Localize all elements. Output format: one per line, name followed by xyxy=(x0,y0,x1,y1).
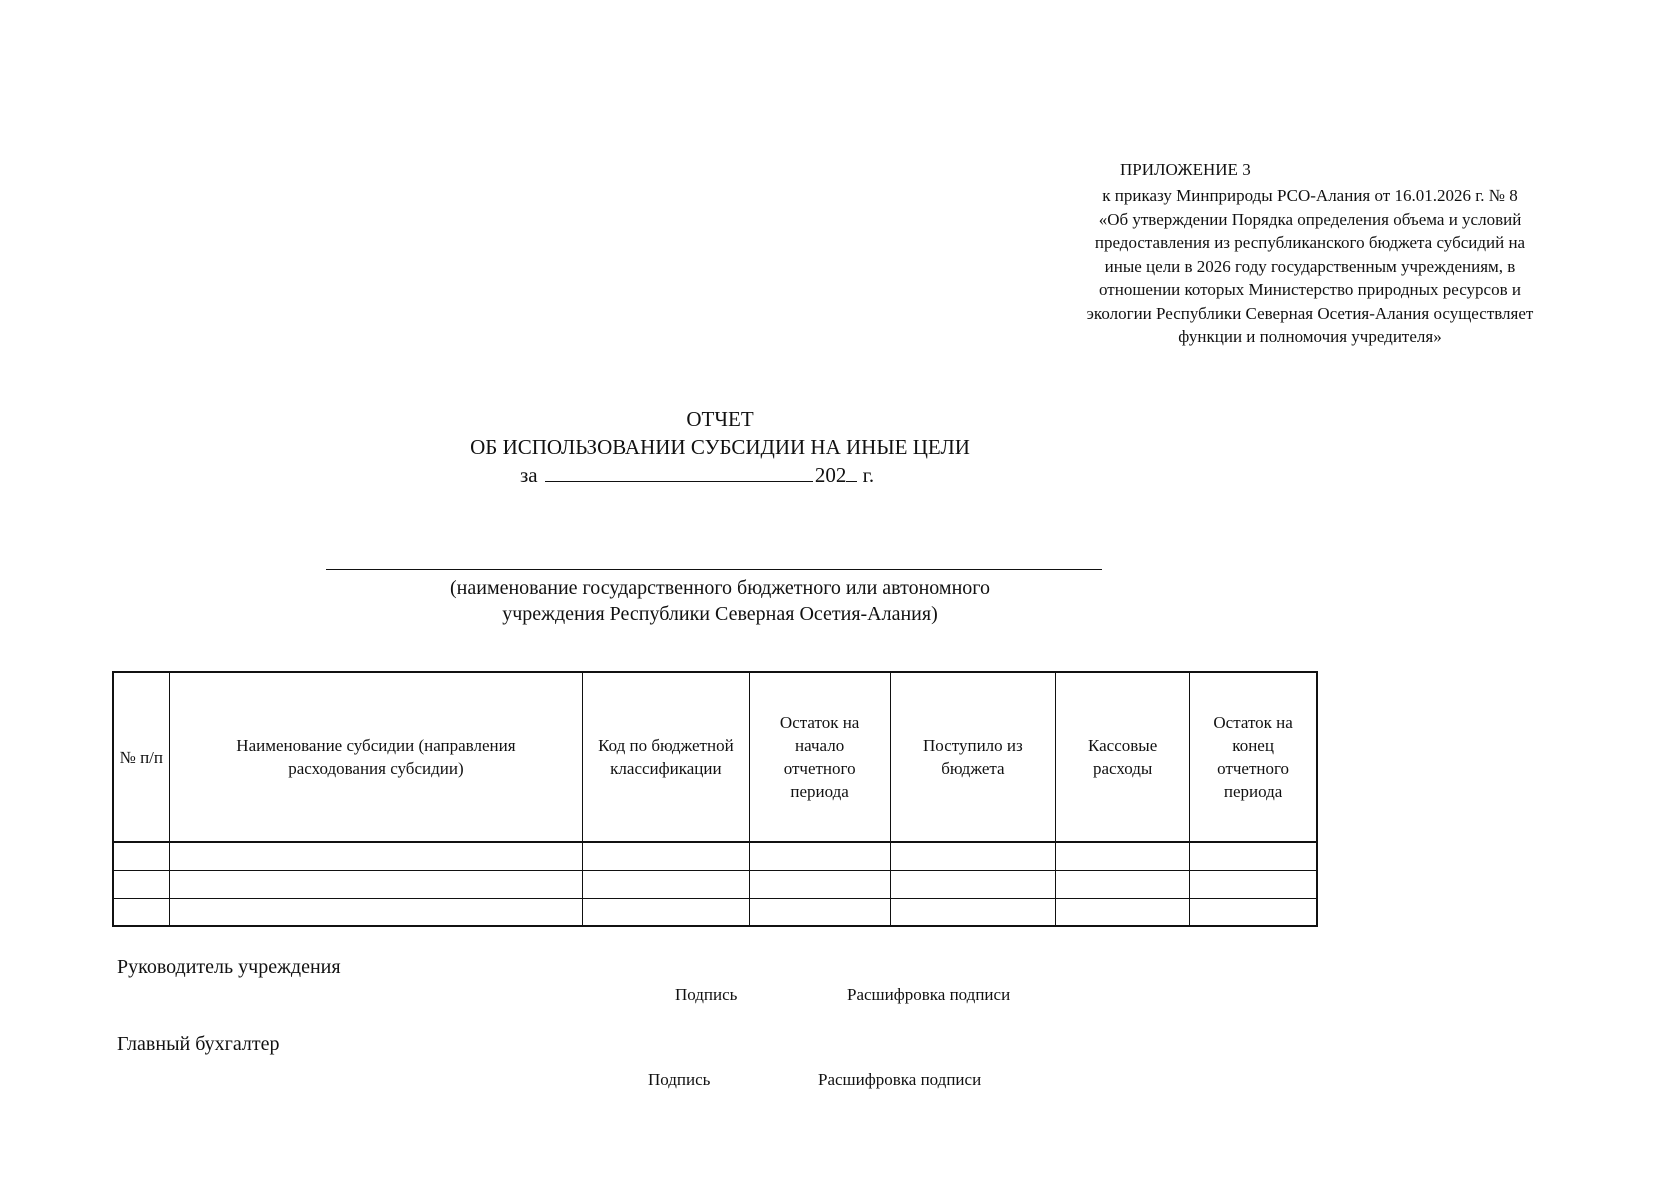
table-cell[interactable] xyxy=(1190,842,1317,870)
head-signature-label: Подпись xyxy=(675,985,738,1004)
appendix-line: к приказу Минприроды РСО-Алания от 16.01.2026 г. № 8 xyxy=(1102,186,1518,205)
institution-caption-line: (наименование государственного бюджетного или автономного xyxy=(450,577,990,599)
table-cell[interactable] xyxy=(169,842,583,870)
table-header-row xyxy=(113,672,1317,842)
appendix-line: отношении которых Министерство природных ресурсов и xyxy=(1099,280,1521,299)
period-suffix: г. xyxy=(862,463,875,487)
table-cell[interactable] xyxy=(583,898,749,926)
table-cell[interactable] xyxy=(890,842,1055,870)
appendix-line: «Об утверждении Порядка определения объема и условий xyxy=(1098,209,1522,229)
head-of-institution-label: Руководитель учреждения xyxy=(117,956,341,978)
subsidy-report-table xyxy=(112,671,1318,927)
table-row xyxy=(113,898,1317,926)
column-header-budget-code: Код по бюджетной классификации xyxy=(583,672,749,842)
accountant-signature-label: Подпись xyxy=(648,1070,711,1089)
period-year: 202 xyxy=(814,463,847,487)
table-cell[interactable] xyxy=(583,842,749,870)
column-header-number: № п/п xyxy=(113,672,169,842)
appendix-title: ПРИЛОЖЕНИЕ 3 xyxy=(1120,160,1251,179)
table-cell[interactable] xyxy=(749,842,890,870)
table-cell[interactable] xyxy=(113,898,169,926)
period-year-blank[interactable] xyxy=(846,463,857,482)
column-header-received: Поступило из бюджета xyxy=(890,672,1055,842)
table-cell[interactable] xyxy=(1056,870,1190,898)
period-blank-line[interactable] xyxy=(545,463,813,482)
report-subtitle: ОБ ИСПОЛЬЗОВАНИИ СУБСИДИИ НА ИНЫЕ ЦЕЛИ xyxy=(470,435,970,459)
chief-accountant-label: Главный бухгалтер xyxy=(117,1033,280,1055)
column-header-closing-balance: Остаток на конец отчетного периода xyxy=(1190,672,1317,842)
table-cell[interactable] xyxy=(1056,898,1190,926)
table-cell[interactable] xyxy=(169,870,583,898)
table-cell[interactable] xyxy=(749,870,890,898)
table-cell[interactable] xyxy=(113,842,169,870)
appendix-line: иные цели в 2026 году государственным учреждениям, в xyxy=(1104,256,1516,276)
head-signature-decoding-label: Расшифровка подписи xyxy=(847,985,1011,1004)
institution-caption xyxy=(340,575,1100,627)
table-cell[interactable] xyxy=(169,898,583,926)
column-header-cash-expenses: Кассовые расходы xyxy=(1056,672,1190,842)
period-prefix: за xyxy=(520,463,538,487)
accountant-signature-decoding-label: Расшифровка подписи xyxy=(818,1070,982,1089)
appendix-line: экологии Республики Северная Осетия-Алания осуществляет xyxy=(1086,303,1534,323)
institution-caption-line: учреждения Республики Северная Осетия-Алания) xyxy=(502,603,938,625)
appendix-line: функции и полномочия учредителя» xyxy=(1178,327,1442,346)
report-period xyxy=(520,463,940,488)
table-cell[interactable] xyxy=(1056,842,1190,870)
table-row xyxy=(113,870,1317,898)
table-cell[interactable] xyxy=(890,898,1055,926)
table-cell[interactable] xyxy=(113,870,169,898)
table-row xyxy=(113,842,1317,870)
table-cell[interactable] xyxy=(890,870,1055,898)
table-cell[interactable] xyxy=(1190,898,1317,926)
table-cell[interactable] xyxy=(583,870,749,898)
institution-name-line[interactable] xyxy=(326,569,1102,570)
appendix-order-reference xyxy=(1050,184,1570,349)
column-header-subsidy-name: Наименование субсидии (направления расходования субсидии) xyxy=(169,672,583,842)
table-cell[interactable] xyxy=(749,898,890,926)
appendix-line: предоставления из республиканского бюджета субсидий на xyxy=(1094,233,1526,252)
column-header-opening-balance: Остаток на начало отчетного периода xyxy=(749,672,890,842)
table-cell[interactable] xyxy=(1190,870,1317,898)
report-title: ОТЧЕТ xyxy=(686,407,754,431)
